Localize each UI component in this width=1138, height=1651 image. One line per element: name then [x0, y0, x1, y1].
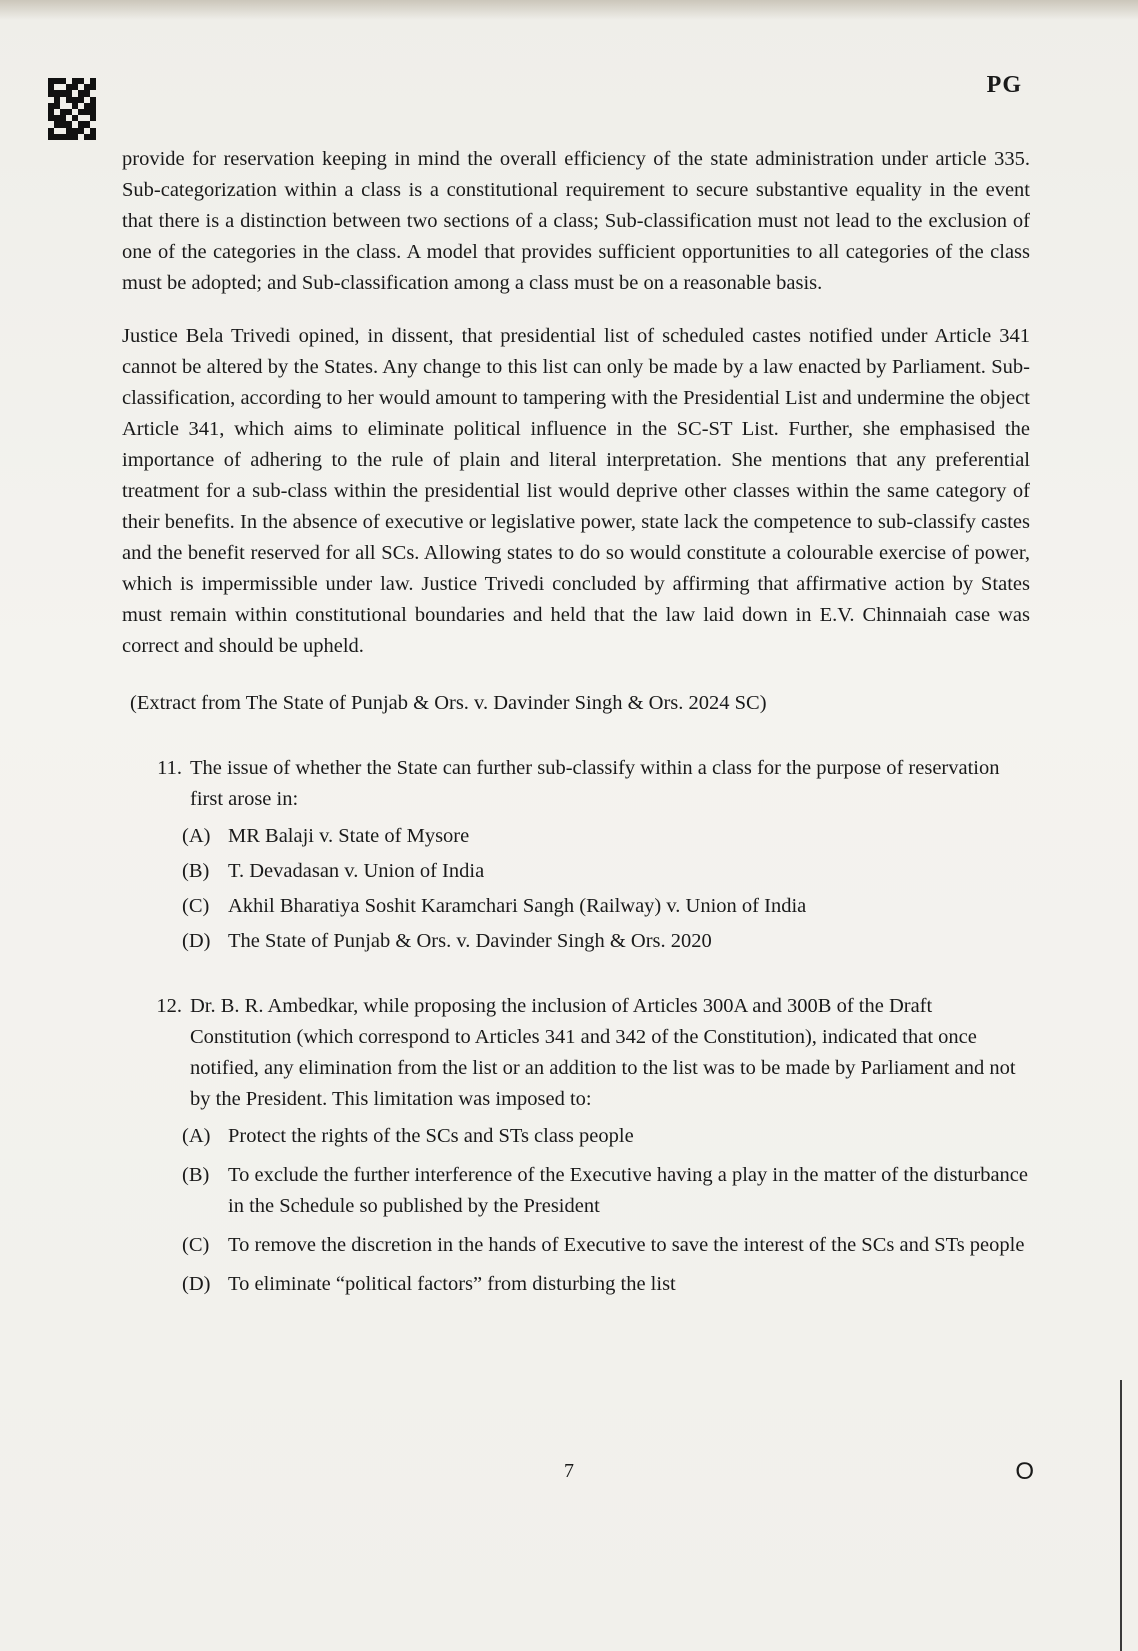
option-a — [182, 821, 1030, 852]
question-stem — [122, 753, 1030, 815]
passage-paragraph-1: provide for reservation keeping in mind the overall efficiency of the state administration under article 335. Sub-categorization within a class is a constitutional requirement to secure substantive equality in the event that there is a distinction between two sections of a class; Sub-classification must not lead to the exclusion of one of the categories in the class. A model that provides sufficient opportunities to all categories of the class must be adopted; and Sub-classification among a class must be on a reasonable basis. — [122, 148, 1030, 294]
passage-source: (Extract from The State of Punjab & Ors. v. Davinder Singh & Ors. 2024 SC) — [130, 692, 767, 714]
option-a — [182, 1121, 1030, 1152]
option-b — [182, 856, 1030, 887]
page-number: 7 — [564, 1460, 574, 1482]
option-label: (D) — [182, 1273, 211, 1295]
option-label: (B) — [182, 1164, 210, 1186]
qr-code-icon — [48, 78, 96, 140]
option-label: (A) — [182, 1125, 211, 1147]
option-list — [182, 1121, 1030, 1300]
question-text: The issue of whether the State can further sub-classify within a class for the purpose of reservation first arose in: — [190, 757, 1000, 810]
option-label: (B) — [182, 860, 210, 882]
option-text: Akhil Bharatiya Soshit Karamchari Sangh (Railway) v. Union of India — [228, 895, 807, 917]
option-c — [182, 891, 1030, 922]
question-number: 12. — [156, 995, 182, 1017]
option-text: MR Balaji v. State of Mysore — [228, 825, 470, 847]
option-label: (A) — [182, 825, 211, 847]
question-text: Dr. B. R. Ambedkar, while proposing the inclusion of Articles 300A and 300B of the Draft Constitution (which correspond to Articles 341 and 342 of the Constitution), indicated that once notified, any elimination from the list or an addition to the list was to be made by Parliament and not by the President. This limitation was imposed to: — [190, 995, 1016, 1110]
option-label: (D) — [182, 930, 211, 952]
option-d — [182, 926, 1030, 957]
question-stem — [122, 991, 1030, 1115]
question-number: 11. — [157, 757, 182, 779]
option-d — [182, 1269, 1030, 1300]
question-12 — [122, 991, 1030, 1300]
option-b — [182, 1160, 1030, 1222]
paper-code: PG — [986, 72, 1022, 98]
option-text: To exclude the further interference of the Executive having a play in the matter of the disturbance in the Schedule so published by the President — [228, 1164, 1029, 1217]
option-c — [182, 1230, 1030, 1261]
option-list — [182, 821, 1030, 957]
option-label: (C) — [182, 895, 210, 917]
option-text: The State of Punjab & Ors. v. Davinder Singh & Ors. 2020 — [228, 930, 712, 952]
option-text: To remove the discretion in the hands of Executive to save the interest of the SCs and STs people — [228, 1234, 1025, 1256]
question-11 — [122, 753, 1030, 957]
page-edge-shadow — [0, 0, 1138, 20]
passage-paragraph-2: Justice Bela Trivedi opined, in dissent, that presidential list of scheduled castes notified under Article 341 cannot be altered by the States. Any change to this list can only be made by a law enacted by Parliament. Sub-classification, according to her would amount to tampering with the Presidential List and undermine the object Article 341, which aims to eliminate political influence in the SC-ST List. Further, she emphasised the importance of adhering to the rule of plain and literal interpretation. She mentions that any preferential treatment for a sub-class within the presidential list would deprive other classes within the same category of their benefits. In the absence of executive or legislative power, state lack the competence to sub-classify castes and the benefit reserved for all SCs. Allowing states to do so would constitute a colourable exercise of power, which is impermissible under law. Justice Trivedi concluded by affirming that affirmative action by States must remain within constitutional boundaries and held that the law laid down in E.V. Chinnaiah case was correct and should be upheld. — [122, 325, 1030, 657]
option-text: Protect the rights of the SCs and STs class people — [228, 1125, 634, 1147]
option-label: (C) — [182, 1234, 210, 1256]
page-edge-line — [1120, 1380, 1122, 1651]
set-code: O — [1015, 1458, 1034, 1485]
option-text: To eliminate “political factors” from disturbing the list — [228, 1273, 676, 1295]
option-text: T. Devadasan v. Union of India — [228, 860, 485, 882]
page-content — [122, 144, 1030, 1334]
